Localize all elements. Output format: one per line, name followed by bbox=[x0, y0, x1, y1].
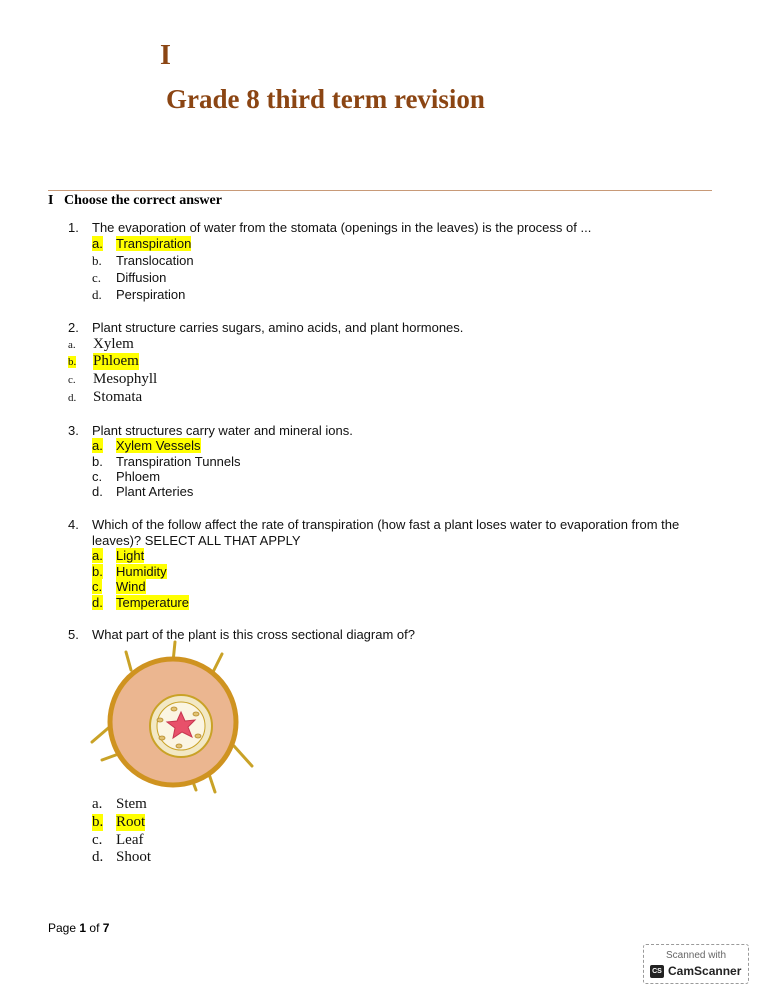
page-label: Page bbox=[48, 921, 77, 935]
option-text: Translocation bbox=[116, 253, 194, 268]
option-letter: a. bbox=[92, 796, 103, 812]
camscanner-badge bbox=[643, 944, 749, 984]
option-letter: b. bbox=[92, 454, 103, 469]
option-letter: b. bbox=[92, 564, 103, 579]
option-text: Transpiration bbox=[116, 236, 192, 251]
section-divider bbox=[48, 190, 712, 191]
option-letter: b. bbox=[92, 814, 104, 830]
option-letter: c. bbox=[92, 270, 102, 285]
option-letter: b. bbox=[68, 356, 77, 368]
option-text: Temperature bbox=[116, 595, 189, 610]
option-letter: d. bbox=[92, 484, 103, 499]
option-text: Phloem bbox=[93, 353, 139, 369]
option-text: Perspiration bbox=[116, 287, 186, 302]
option-letter: d. bbox=[92, 287, 102, 302]
option-text: Mesophyll bbox=[93, 371, 158, 387]
option-text: Plant Arteries bbox=[116, 484, 194, 499]
option-letter: a. bbox=[68, 339, 76, 351]
option-text: Light bbox=[116, 548, 145, 563]
page-title: Grade 8 third term revision bbox=[166, 84, 485, 114]
total-pages: 7 bbox=[102, 921, 110, 935]
option-letter: c. bbox=[92, 469, 103, 484]
header-roman-numeral: I bbox=[160, 40, 171, 71]
option-letter: c. bbox=[68, 374, 76, 386]
option-letter: b. bbox=[92, 253, 102, 268]
option-letter: a. bbox=[92, 548, 103, 563]
option-text: Transpiration Tunnels bbox=[116, 454, 241, 469]
section-title: Choose the correct answer bbox=[64, 193, 222, 208]
camscanner-brand: CamScanner bbox=[668, 964, 742, 978]
option-text: Root bbox=[116, 814, 146, 830]
question-text: Plant structure carries sugars, amino acids, and plant hormones. bbox=[92, 320, 464, 335]
option-text: Xylem bbox=[93, 336, 134, 352]
option-letter: a. bbox=[92, 438, 103, 453]
question-number: 1. bbox=[68, 220, 79, 235]
option-letter: d. bbox=[92, 849, 104, 865]
question-number: 3. bbox=[68, 423, 79, 438]
option-text: Diffusion bbox=[116, 270, 167, 285]
of-label: of bbox=[89, 921, 100, 935]
option-text: Xylem Vessels bbox=[116, 438, 201, 453]
question-text: The evaporation of water from the stomata (openings in the leaves) is the process of ... bbox=[92, 220, 592, 235]
question-text: What part of the plant is this cross sectional diagram of? bbox=[92, 627, 415, 642]
option-text: Wind bbox=[116, 579, 146, 594]
question-text: Which of the follow affect the rate of transpiration (how fast a plant loses water to evaporation from the leaves)? SELECT ALL THAT APPLY bbox=[92, 517, 680, 548]
option-letter: d. bbox=[92, 595, 103, 610]
option-text: Shoot bbox=[116, 849, 152, 865]
option-text: Leaf bbox=[116, 832, 144, 848]
root-cross-section-diagram bbox=[88, 640, 258, 796]
option-letter: c. bbox=[92, 579, 103, 594]
option-text: Phloem bbox=[116, 469, 161, 484]
question-number: 2. bbox=[68, 320, 79, 335]
question-number: 5. bbox=[68, 627, 79, 642]
camscanner-logo-icon: CS bbox=[650, 965, 664, 978]
question-number: 4. bbox=[68, 517, 79, 532]
option-letter: d. bbox=[68, 392, 77, 404]
option-text: Stem bbox=[116, 796, 147, 812]
option-letter: c. bbox=[92, 832, 103, 848]
page-footer bbox=[48, 921, 109, 935]
page-number: 1 bbox=[79, 921, 87, 935]
section-roman-numeral: I bbox=[48, 193, 54, 208]
option-text: Humidity bbox=[116, 564, 167, 579]
option-text: Stomata bbox=[93, 389, 143, 405]
option-letter: a. bbox=[92, 236, 103, 251]
scanned-with-text: Scanned with bbox=[665, 950, 727, 961]
question-text: Plant structures carry water and mineral ions. bbox=[92, 423, 353, 438]
